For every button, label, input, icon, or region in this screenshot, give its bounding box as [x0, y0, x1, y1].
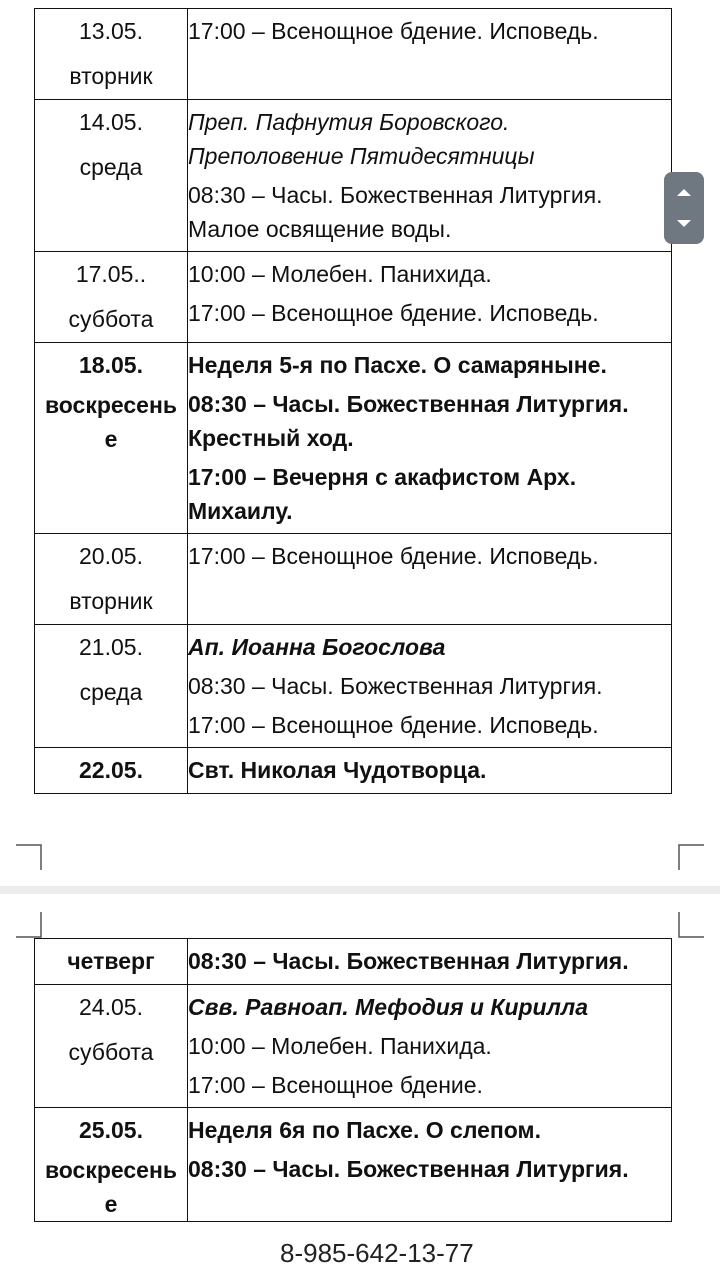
- date-text: 21.05.: [79, 634, 143, 660]
- events-cell: [188, 1108, 672, 1222]
- scroll-up-icon[interactable]: [664, 174, 704, 210]
- schedule-row: [35, 343, 672, 534]
- weekday-text: суббота: [68, 1039, 154, 1065]
- page-break: [0, 886, 720, 894]
- events-cell: [188, 343, 672, 534]
- event-line: 17:00 – Всенощное бдение.: [188, 1072, 483, 1098]
- scroll-down-icon[interactable]: [664, 206, 704, 242]
- schedule-table-page1: [34, 8, 672, 794]
- event-line: Свт. Николая Чудотворца.: [188, 757, 487, 783]
- event-line: Преп. Пафнутия Боровского. Преполовение Пятидесятницы: [188, 109, 535, 169]
- weekday-text: среда: [79, 154, 143, 180]
- event-line: 08:30 – Часы. Божественная Литургия. Крестный ход.: [188, 391, 629, 451]
- date-cell: [35, 1108, 188, 1222]
- date-cell: [35, 625, 188, 748]
- event-line: Ап. Иоанна Богослова: [188, 634, 446, 660]
- schedule-row: [35, 252, 672, 343]
- event-line: Неделя 5-я по Пасхе. О самаряныне.: [188, 352, 607, 378]
- events-cell: [188, 534, 672, 625]
- page-scroll-control[interactable]: [664, 172, 704, 244]
- event-line: 17:00 – Вечерня с акафистом Арх. Михаилу.: [188, 464, 577, 524]
- date-text: 18.05.: [79, 352, 143, 378]
- events-cell: [188, 985, 672, 1108]
- page-corner-mark: [678, 844, 704, 870]
- footer-phone: 8-985-642-13-77: [280, 1238, 474, 1268]
- schedule-row: [35, 625, 672, 748]
- weekday-text: воскресенье: [44, 392, 178, 452]
- date-text: 13.05.: [79, 18, 143, 44]
- events-cell: [188, 939, 672, 985]
- date-cell: [35, 100, 188, 252]
- schedule-row: [35, 939, 672, 985]
- schedule-row: [35, 9, 672, 100]
- schedule-row: [35, 100, 672, 252]
- date-text: 14.05.: [79, 109, 143, 135]
- event-line: 10:00 – Молебен. Панихида.: [188, 261, 492, 287]
- event-line: 17:00 – Всенощное бдение. Исповедь.: [188, 18, 599, 44]
- event-line: Свв. Равноап. Мефодия и Кирилла: [188, 994, 589, 1020]
- events-cell: [188, 252, 672, 343]
- event-line: 17:00 – Всенощное бдение. Исповедь.: [188, 543, 599, 569]
- event-line: 08:30 – Часы. Божественная Литургия.: [188, 673, 603, 699]
- date-text: 17.05..: [75, 261, 147, 287]
- events-cell: [188, 9, 672, 100]
- event-line: 08:30 – Часы. Божественная Литургия.: [188, 1156, 629, 1182]
- events-cell: [188, 748, 672, 794]
- weekday-text: четверг: [67, 948, 155, 974]
- date-text: 22.05.: [79, 757, 143, 783]
- date-cell: [35, 748, 188, 794]
- weekday-text: вторник: [69, 63, 153, 89]
- event-line: Неделя 6я по Пасхе. О слепом.: [188, 1117, 541, 1143]
- date-text: 20.05.: [79, 543, 143, 569]
- weekday-text: вторник: [69, 588, 153, 614]
- date-cell: [35, 9, 188, 100]
- event-line: 10:00 – Молебен. Панихида.: [188, 1033, 492, 1059]
- date-text: 25.05.: [79, 1117, 143, 1143]
- date-text: 24.05.: [79, 994, 143, 1020]
- event-line: 08:30 – Часы. Божественная Литургия.: [188, 948, 629, 974]
- schedule-row: [35, 748, 672, 794]
- date-cell: [35, 939, 188, 985]
- schedule-row: [35, 534, 672, 625]
- schedule-table-page2: [34, 938, 672, 1222]
- event-line: 08:30 – Часы. Божественная Литургия. Малое освящение воды.: [188, 182, 603, 242]
- page-corner-mark: [16, 844, 42, 870]
- schedule-row: [35, 985, 672, 1108]
- page-corner-mark: [678, 912, 704, 938]
- events-cell: [188, 100, 672, 252]
- events-cell: [188, 625, 672, 748]
- date-cell: [35, 343, 188, 534]
- weekday-text: суббота: [68, 306, 154, 332]
- schedule-row: [35, 1108, 672, 1222]
- event-line: 17:00 – Всенощное бдение. Исповедь.: [188, 712, 599, 738]
- date-cell: [35, 252, 188, 343]
- date-cell: [35, 534, 188, 625]
- event-line: 17:00 – Всенощное бдение. Исповедь.: [188, 300, 599, 326]
- weekday-text: среда: [79, 679, 143, 705]
- weekday-text: воскресенье: [44, 1157, 178, 1217]
- date-cell: [35, 985, 188, 1108]
- page-corner-mark: [16, 912, 42, 938]
